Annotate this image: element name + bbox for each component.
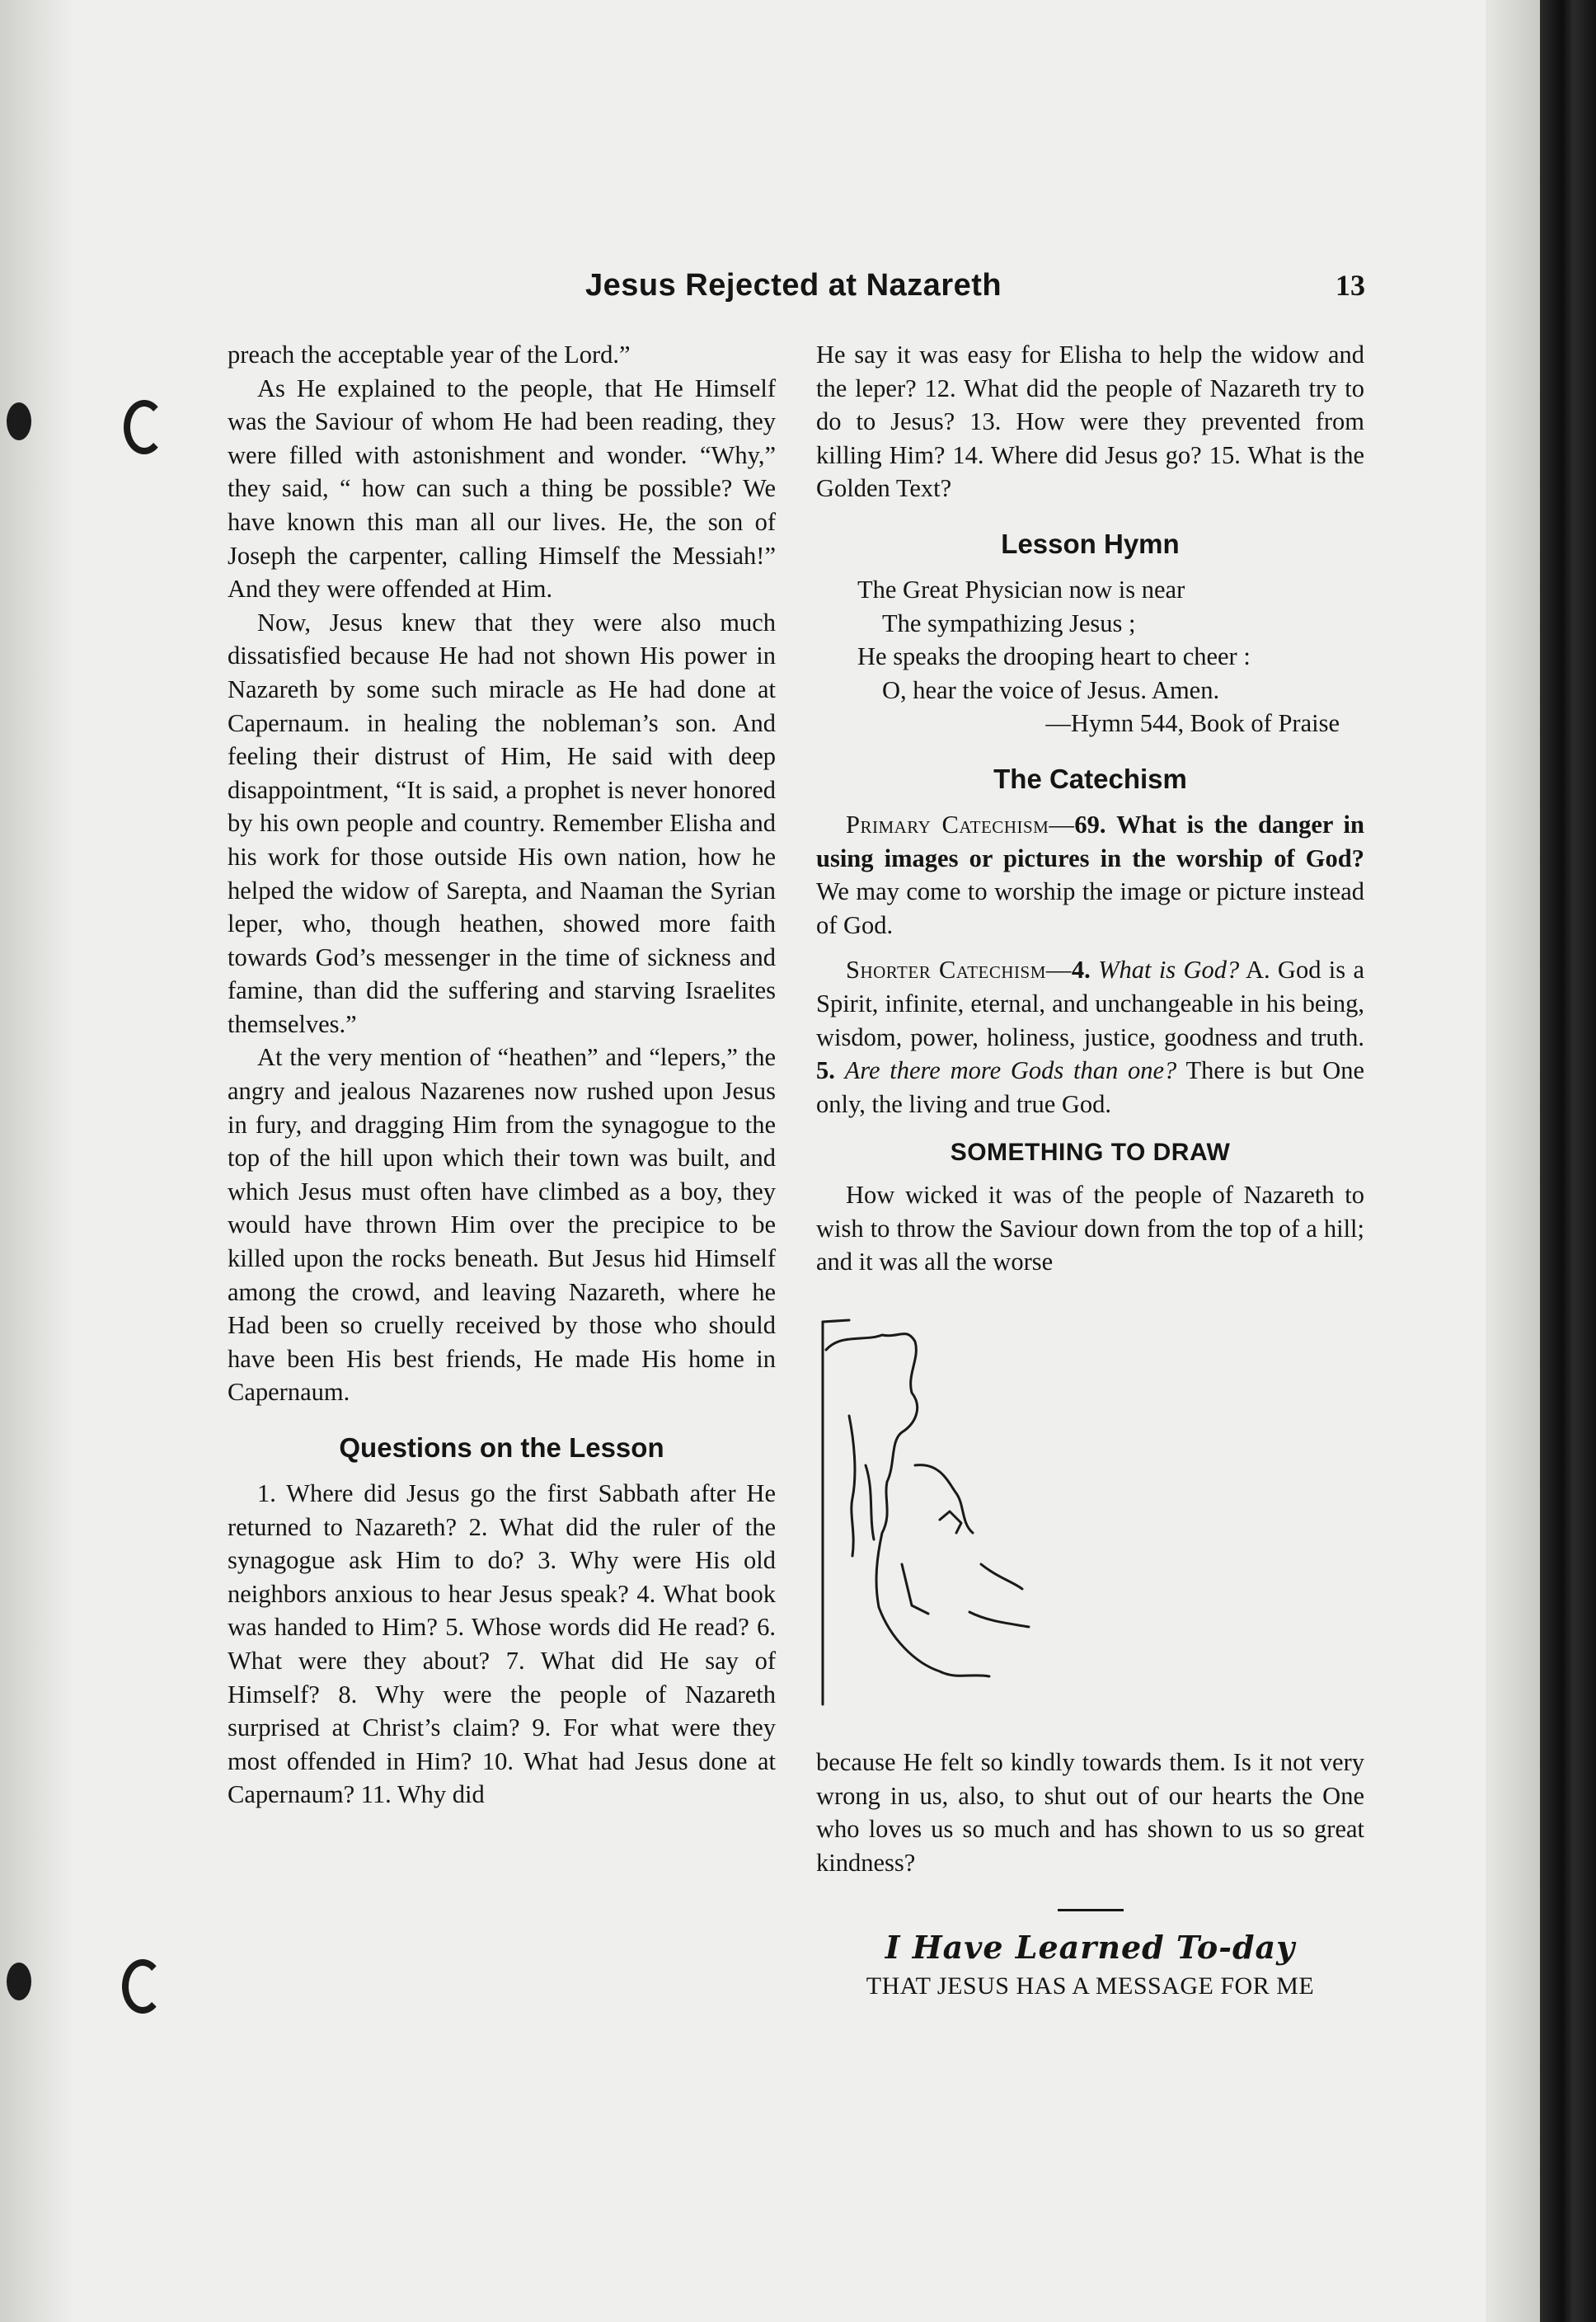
divider-rule <box>1058 1909 1124 1911</box>
hymn-heading: Lesson Hymn <box>1001 528 1180 559</box>
learned-message: THAT JESUS HAS A MESSAGE FOR ME <box>866 1972 1315 2000</box>
primary-catechism-number: 69. <box>1074 810 1106 839</box>
right-column <box>816 338 1364 2004</box>
hymn-line: The Great Physician now is near <box>857 575 1185 604</box>
hymn-source: —Hymn 544, Book of Praise <box>1045 709 1340 738</box>
left-column <box>228 338 776 1812</box>
primary-catechism-question: What is the danger in using images or pictures in the worship of God? <box>816 810 1364 872</box>
shorter-catechism-answer: A. God is a Spirit, infinite, eternal, and unchangeable in his being, wisdom, power, holiness, justice, goodness and truth. <box>816 956 1364 1051</box>
questions-heading: Questions on the Lesson <box>339 1432 664 1463</box>
cliff-detail <box>866 1465 874 1539</box>
binding-hole <box>7 1962 31 2000</box>
primary-catechism-label: Primary Catechism— <box>846 810 1075 839</box>
learned-heading: I Have Learned To-day <box>885 1929 1296 1967</box>
cliff-detail <box>915 1465 973 1533</box>
hymn-block <box>816 573 1364 740</box>
shorter-catechism-question: What is God? <box>1098 956 1240 985</box>
hymn-line: The sympathizing Jesus ; <box>882 609 1136 637</box>
primary-catechism <box>816 808 1364 942</box>
cliff-drawing <box>816 1317 1352 1713</box>
cliff-detail <box>849 1416 855 1556</box>
paragraph: As He explained to the people, that He Himself was the Saviour of whom He had been reading, they were filled with astonishment and wonder. “Why,” they said, “ how can such a thing be possible? We have known this man all our lives. He, the son of Joseph the carpenter, calling Himself the Messiah!” And they were offended at Him. <box>228 374 776 604</box>
page-edge-strip <box>1486 0 1540 2322</box>
draw-heading: SOMETHING TO DRAW <box>950 1139 1231 1167</box>
paragraph: preach the acceptable year of the Lord.” <box>228 341 631 369</box>
cliff-detail <box>940 1511 961 1533</box>
cliff-detail <box>981 1564 1022 1589</box>
shorter-catechism <box>816 953 1364 1121</box>
paragraph: Now, Jesus knew that they were also much dissatisfied because He had not shown His power in Nazareth by some such miracle as He had done at Capernaum. in healing the nobleman’s son. And feeling their distrust of Him, He said with deep disappointment, “It is said, a prophet is never honored by his own people and country. Remember Elisha and his work for those outside His own nation, how he helped the widow of Sarepta, and Naaman the Syrian leper, who, though heathen, showed more faith towards God’s messenger in the time of sickness and famine, than did the suffering and starving Israelites themselves.” <box>228 608 776 1038</box>
cliff-detail <box>902 1564 928 1614</box>
questions-continued: He say it was easy for Elisha to help the widow and the leper? 12. What did the people of Nazareth try to do to Jesus? 13. How were they prevented from killing Him? 14. Where did Jesus go? 15. What is the Golden Text? <box>816 341 1364 503</box>
binding-notch <box>124 400 165 454</box>
page-number: 13 <box>1335 269 1365 302</box>
catechism-heading: The Catechism <box>993 763 1187 794</box>
shorter-catechism-number-2: 5. <box>816 1056 835 1085</box>
shorter-catechism-answer-2: There is but One only, the living and true God. <box>816 1056 1365 1118</box>
cliff-detail <box>969 1612 1029 1627</box>
shorter-catechism-question-2: Are there more Gods than one? <box>844 1056 1177 1085</box>
shorter-catechism-label: Shorter Catechism— <box>846 956 1072 985</box>
shorter-catechism-number: 4. <box>1071 956 1091 985</box>
draw-paragraph: How wicked it was of the people of Nazareth to wish to throw the Saviour down from the top of a hill; and it was all the worse <box>816 1181 1364 1276</box>
closing-paragraph: because He felt so kindly towards them. Is it not very wrong in us, also, to shut out of our hearts the One who loves us so much and has shown to us so great kindness? <box>816 1748 1364 1877</box>
hymn-line: He speaks the drooping heart to cheer : <box>857 642 1251 671</box>
questions-paragraph: 1. Where did Jesus go the first Sabbath after He returned to Nazareth? 2. What did the ruler of the synagogue ask Him to do? 3. Why were His old neighbors anxious to hear Jesus speak? 4. What book was handed to Him? 5. Whose words did He read? 6. What were they about? 7. What did He say of Himself? 8. Why were the people of Nazareth surprised at Christ’s claim? 9. For what were they most offended in Him? 10. What had Jesus done at Capernaum? 11. Why did <box>228 1479 776 1809</box>
hymn-line: O, hear the voice of Jesus. Amen. <box>882 675 1220 704</box>
paragraph: At the very mention of “heathen” and “lepers,” the angry and jealous Nazarenes now rushed upon Jesus in fury, and dragging Him from the synagogue to the top of the hill upon which their town was built, and which Jesus must often have climbed as a boy, they would have thrown Him over the precipice to be killed upon the rocks beneath. But Jesus hid Himself among the crowd, and leaving Nazareth, where he Had been so cruelly received by those who should have been His best friends, He made His home in Capernaum. <box>228 1043 776 1407</box>
cliff-ledge <box>879 1607 989 1676</box>
drawing-frame-top <box>823 1320 849 1322</box>
page-title: Jesus Rejected at Nazareth <box>585 268 1002 303</box>
binding-hole <box>7 402 31 440</box>
primary-catechism-answer: We may come to worship the image or picture instead of God. <box>816 877 1364 939</box>
binding-notch <box>122 1959 163 2014</box>
binder-edge <box>1540 0 1596 2322</box>
